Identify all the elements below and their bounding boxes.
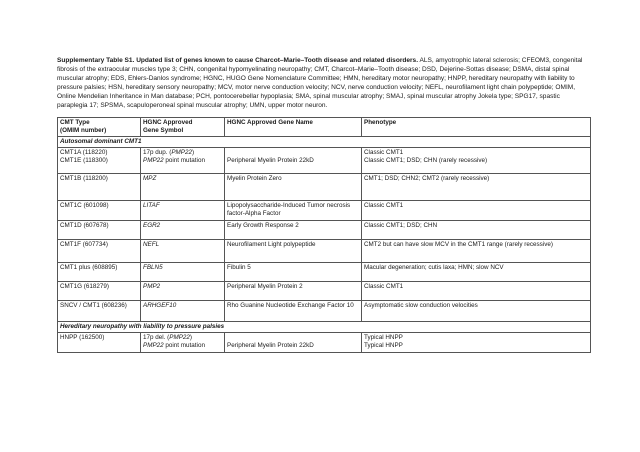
cell-phenotype: Classic CMT1 <box>362 201 591 220</box>
caption-title: Supplementary Table S1. Updated list of genes known to cause Charcot–Marie–Tooth disease and related disorders. <box>57 57 419 64</box>
cell-gene-symbol: LITAF <box>141 201 225 220</box>
caption-abbreviations: ALS, amyotrophic lateral sclerosis; CFEOM3, congenital fibrosis of the extraocular muscles type 3; CHN, congenital hypomyelinating neuropathy; CMT, Charcot–Marie–Tooth disease; DSD, Dejerine-Sottas disease; DSMA, distal spinal muscular atrophy; EDS, Ehlers-Danlos syndrome; HGNC, HUGO Gene Nomenclature Committee; HMN, hereditary motor neuropathy; HNPP, hereditary neuropathy with liability to pressure palsies; HSN, hereditary sensory neuropathy; MCV, motor nerve conduction velocity; NCV, nerve conduction velocity; NEFL, neurofilament light chain polypeptide; OMIM, Online Mendelian Inheritance in Man database; PCH, pontocerebellar hypoplasia; SMA, spinal muscular atrophy; SMAJ, spinal muscular atrophy Jokela type; SPG17, spastic paraplegia 17; SPSMA, scapuloperoneal spinal muscular atrophy; UMN, upper motor neuron. <box>57 57 583 110</box>
cell-gene-name: Rho Guanine Nucleotide Exchange Factor 10 <box>225 300 362 321</box>
cell-phenotype: Classic CMT1 Classic CMT1; DSD; CHN (rarely recessive) <box>362 148 591 174</box>
cell-phenotype: Typical HNPP Typical HNPP <box>362 332 591 352</box>
cell-phenotype: Asymptomatic slow conduction velocities <box>362 300 591 321</box>
table-row <box>58 201 591 220</box>
cell-phenotype: CMT2 but can have slow MCV in the CMT1 range (rarely recessive) <box>362 239 591 262</box>
header-gene-name: HGNC Approved Gene Name <box>225 117 362 136</box>
cell-cmt-type: CMT1G (618279) <box>58 281 141 300</box>
cell-gene-name: Myelin Protein Zero <box>225 174 362 201</box>
table-caption <box>57 56 591 111</box>
cell-cmt-type: CMT1A (118220) CMT1E (118300) <box>58 148 141 174</box>
section-label: Hereditary neuropathy with liability to pressure palsies <box>58 321 591 332</box>
cell-phenotype: CMT1; DSD; CHN2; CMT2 (rarely recessive) <box>362 174 591 201</box>
cell-gene-symbol: NEFL <box>141 239 225 262</box>
gene-table <box>57 117 591 353</box>
cell-gene-symbol: PMP2 <box>141 281 225 300</box>
cell-gene-symbol: 17p del. (PMP22) PMP22 point mutation <box>141 332 225 352</box>
cell-cmt-type: CMT1 plus (608895) <box>58 262 141 281</box>
section-row <box>58 136 591 147</box>
table-row <box>58 300 591 321</box>
cell-gene-symbol: 17p dup. (PMP22) PMP22 point mutation <box>141 148 225 174</box>
table-header-row <box>58 117 591 136</box>
cell-gene-name: Early Growth Response 2 <box>225 220 362 239</box>
cell-cmt-type: CMT1B (118200) <box>58 174 141 201</box>
cell-cmt-type: CMT1C (601098) <box>58 201 141 220</box>
table-row <box>58 281 591 300</box>
section-label: Autosomal dominant CMT1 <box>58 136 591 147</box>
header-phenotype: Phenotype <box>362 117 591 136</box>
cell-cmt-type: SNCV / CMT1 (608236) <box>58 300 141 321</box>
table-row <box>58 239 591 262</box>
cell-gene-symbol: ARHGEF10 <box>141 300 225 321</box>
table-row <box>58 332 591 352</box>
table-row <box>58 174 591 201</box>
cell-phenotype: Classic CMT1 <box>362 281 591 300</box>
table-row <box>58 148 591 174</box>
cell-gene-name: Peripheral Myelin Protein 2 <box>225 281 362 300</box>
cell-cmt-type: CMT1D (607678) <box>58 220 141 239</box>
cell-cmt-type: CMT1F (607734) <box>58 239 141 262</box>
cell-cmt-type: HNPP (162500) <box>58 332 141 352</box>
table-row <box>58 220 591 239</box>
cell-gene-name: Peripheral Myelin Protein 22kD <box>225 148 362 174</box>
cell-gene-symbol: EGR2 <box>141 220 225 239</box>
cell-gene-name: Neurofilament Light polypeptide <box>225 239 362 262</box>
document-page <box>57 56 591 353</box>
cell-gene-symbol: FBLN5 <box>141 262 225 281</box>
cell-phenotype: Classic CMT1; DSD; CHN <box>362 220 591 239</box>
header-cmt-type: CMT Type (OMIM number) <box>58 117 141 136</box>
section-row <box>58 321 591 332</box>
cell-gene-name: Peripheral Myelin Protein 22kD <box>225 332 362 352</box>
cell-gene-symbol: MPZ <box>141 174 225 201</box>
table-row <box>58 262 591 281</box>
cell-phenotype: Macular degeneration; cutis laxa; HMN; slow NCV <box>362 262 591 281</box>
header-gene-symbol: HGNC Approved Gene Symbol <box>141 117 225 136</box>
cell-gene-name: Lipopolysaccharide-Induced Tumor necrosis factor-Alpha Factor <box>225 201 362 220</box>
cell-gene-name: Fibulin 5 <box>225 262 362 281</box>
